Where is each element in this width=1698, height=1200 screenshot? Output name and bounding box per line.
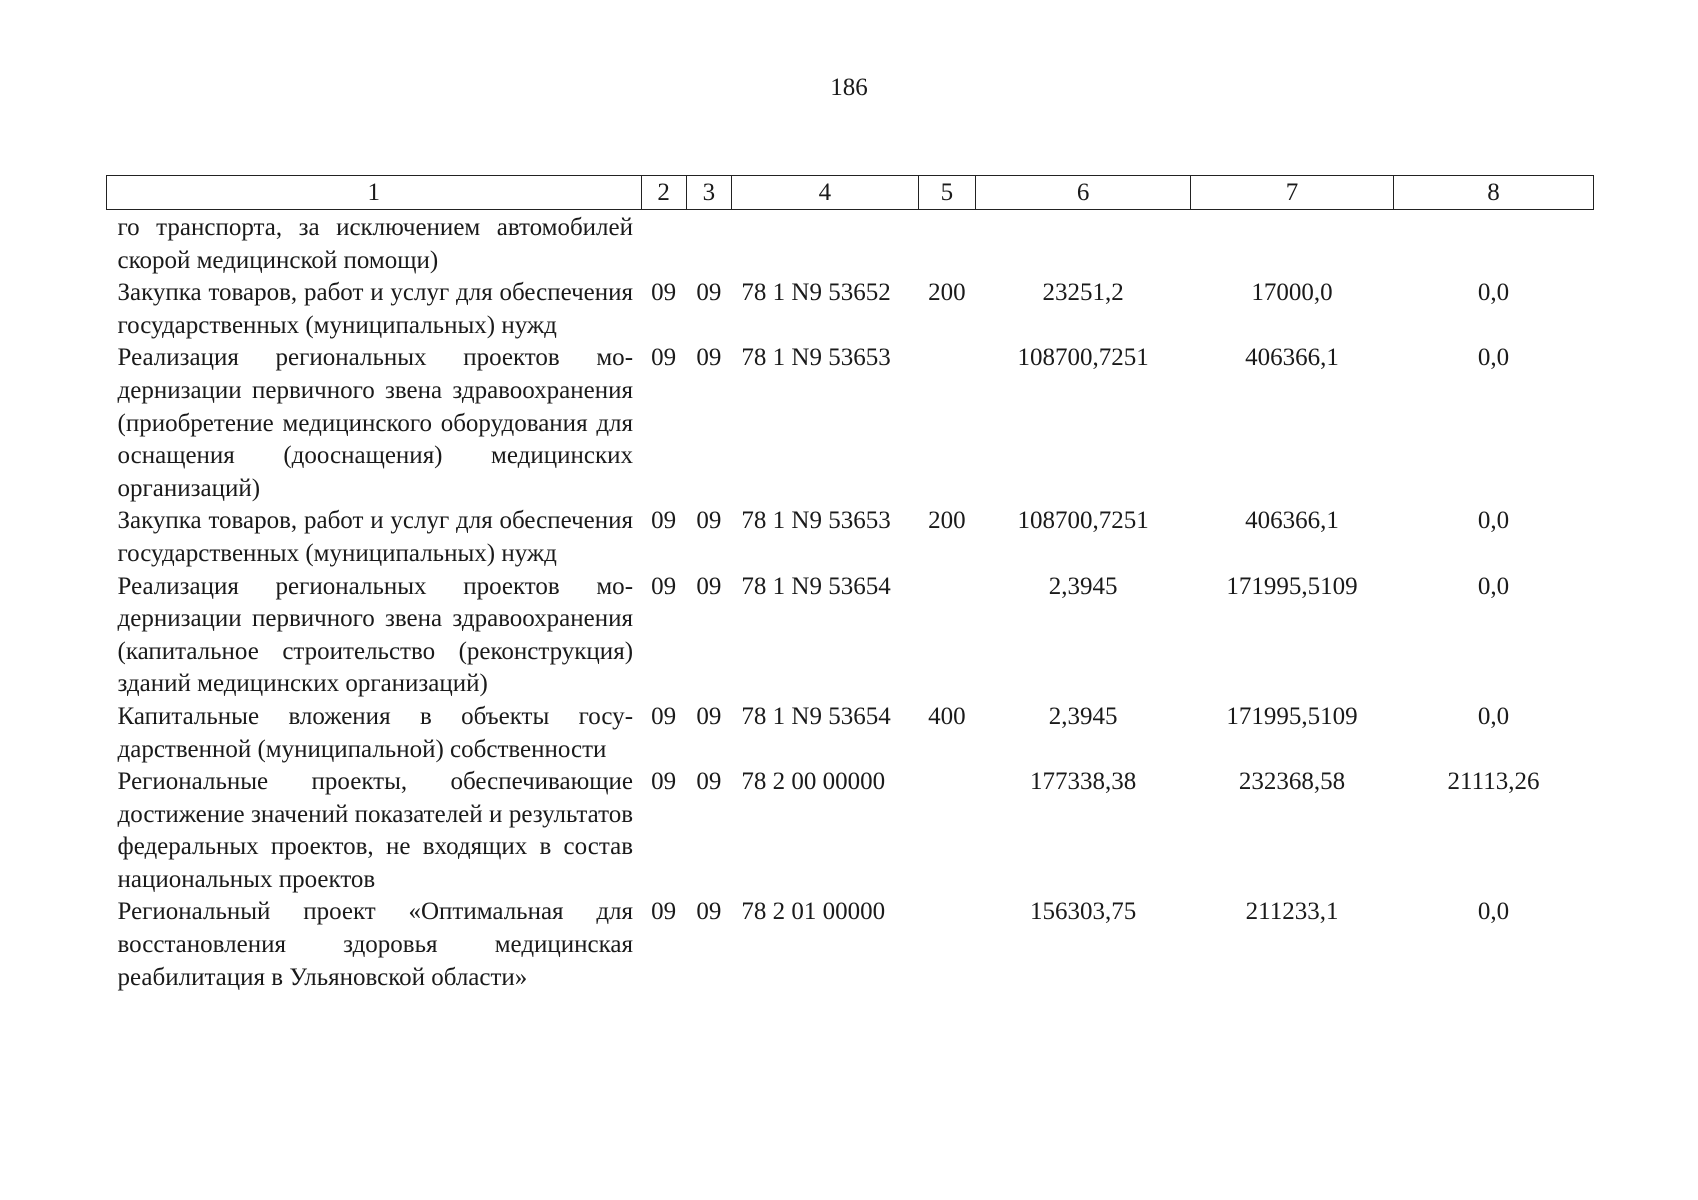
cell-section: 09 [651, 279, 677, 307]
cell-subsection [686, 210, 731, 278]
table-row [107, 766, 1594, 896]
cell-amount-col7: 406366,1 [1245, 507, 1339, 535]
cell-amount-col6: 2,3945 [1048, 572, 1118, 600]
table-row [107, 571, 1594, 701]
cell-amount-col7: 406366,1 [1245, 344, 1339, 372]
header-col-6: 6 [976, 176, 1191, 210]
budget-table [106, 175, 1594, 994]
cell-target-article: 78 1 N9 53654 [741, 702, 891, 730]
cell-target-article: 78 1 N9 53653 [741, 507, 891, 535]
cell-subsection: 09 [696, 279, 722, 307]
cell-subsection: 09 [696, 344, 722, 372]
cell-amount-col8: 0,0 [1477, 572, 1510, 600]
cell-subsection: 09 [696, 768, 722, 796]
table-row [107, 342, 1594, 505]
cell-amount-col7: 171995,5109 [1226, 572, 1358, 600]
cell-target-article [731, 210, 918, 278]
cell-section: 09 [651, 344, 677, 372]
cell-section: 09 [651, 507, 677, 535]
cell-amount-col6: 156303,75 [1029, 898, 1137, 926]
cell-amount-col7: 17000,0 [1251, 279, 1333, 307]
cell-target-article: 78 2 01 00000 [741, 898, 886, 926]
cell-section: 09 [651, 898, 677, 926]
cell-description: Закупка товаров, работ и услуг для обеспечения государственных (муниципальных) нужд [117, 279, 634, 339]
cell-section: 09 [651, 572, 677, 600]
header-row [107, 176, 1594, 210]
table-row [107, 210, 1594, 278]
table-header [107, 176, 1594, 210]
cell-target-article: 78 1 N9 53652 [741, 279, 891, 307]
header-col-4: 4 [731, 176, 918, 210]
cell-amount-col6: 23251,2 [1042, 279, 1124, 307]
cell-amount-col8: 0,0 [1477, 898, 1510, 926]
cell-description: го транспорта, за исключением автомобилей скорой медицинской помощи) [117, 214, 634, 274]
header-col-1: 1 [107, 176, 642, 210]
cell-description: Региональные проекты, обеспечивающие достижение значений показателей и результатов федеральных проектов, не входящих в состав национальных проектов [117, 768, 634, 893]
cell-subsection: 09 [696, 507, 722, 535]
table-row [107, 277, 1594, 342]
cell-amount-col7: 232368,58 [1238, 768, 1346, 796]
cell-section: 09 [651, 702, 677, 730]
cell-expense-type [918, 896, 975, 994]
header-col-3: 3 [686, 176, 731, 210]
cell-subsection: 09 [696, 572, 722, 600]
page-number: 186 [830, 74, 868, 101]
header-col-8: 8 [1394, 176, 1594, 210]
cell-expense-type [918, 342, 975, 505]
cell-amount-col8: 0,0 [1477, 507, 1510, 535]
cell-amount-col8: 0,0 [1477, 344, 1510, 372]
cell-target-article: 78 1 N9 53653 [741, 344, 891, 372]
cell-amount-col8: 0,0 [1477, 279, 1510, 307]
header-col-5: 5 [918, 176, 975, 210]
header-col-2: 2 [641, 176, 686, 210]
cell-expense-type [918, 210, 975, 278]
cell-expense-type: 400 [928, 702, 966, 730]
header-col-7: 7 [1191, 176, 1394, 210]
cell-amount-col6: 108700,7251 [1017, 507, 1149, 535]
cell-amount-col8 [1394, 210, 1594, 278]
cell-description: Капитальные вложения в объекты государственной (муниципальной) собственности [117, 702, 634, 763]
cell-subsection: 09 [696, 898, 722, 926]
cell-section: 09 [651, 768, 677, 796]
cell-amount-col6: 177338,38 [1029, 768, 1137, 796]
cell-description: Региональный проект «Оптимальная для восстановления здоровья медицинская реабилитация в Ульяновской области» [117, 898, 634, 991]
table-body [107, 210, 1594, 995]
table-row [107, 505, 1594, 570]
cell-amount-col6: 108700,7251 [1017, 344, 1149, 372]
cell-subsection: 09 [696, 702, 722, 730]
cell-amount-col8: 0,0 [1477, 702, 1510, 730]
cell-amount-col7: 171995,5109 [1226, 702, 1358, 730]
cell-section [641, 210, 686, 278]
cell-target-article: 78 1 N9 53654 [741, 572, 891, 600]
cell-description: Реализация региональных проектов модернизации первичного звена здравоохранения (капитальное строительство (реконструкция) зданий медицинских организаций) [117, 572, 634, 698]
cell-expense-type: 200 [928, 279, 966, 307]
cell-description: Реализация региональных проектов модернизации первичного звена здравоохранения (приобретение медицинского оборудования для оснащения (дооснащения) медицинских организаций) [117, 344, 634, 502]
cell-amount-col7: 211233,1 [1245, 898, 1339, 926]
cell-amount-col8: 21113,26 [1447, 768, 1540, 796]
cell-amount-col6: 2,3945 [1048, 702, 1118, 730]
cell-expense-type: 200 [928, 507, 966, 535]
cell-target-article: 78 2 00 00000 [741, 768, 886, 796]
cell-expense-type [918, 766, 975, 896]
cell-description: Закупка товаров, работ и услуг для обеспечения государственных (муниципальных) нужд [117, 507, 634, 567]
cell-amount-col6 [976, 210, 1191, 278]
table-row [107, 896, 1594, 994]
cell-amount-col7 [1191, 210, 1394, 278]
cell-expense-type [918, 571, 975, 701]
table-row [107, 701, 1594, 766]
